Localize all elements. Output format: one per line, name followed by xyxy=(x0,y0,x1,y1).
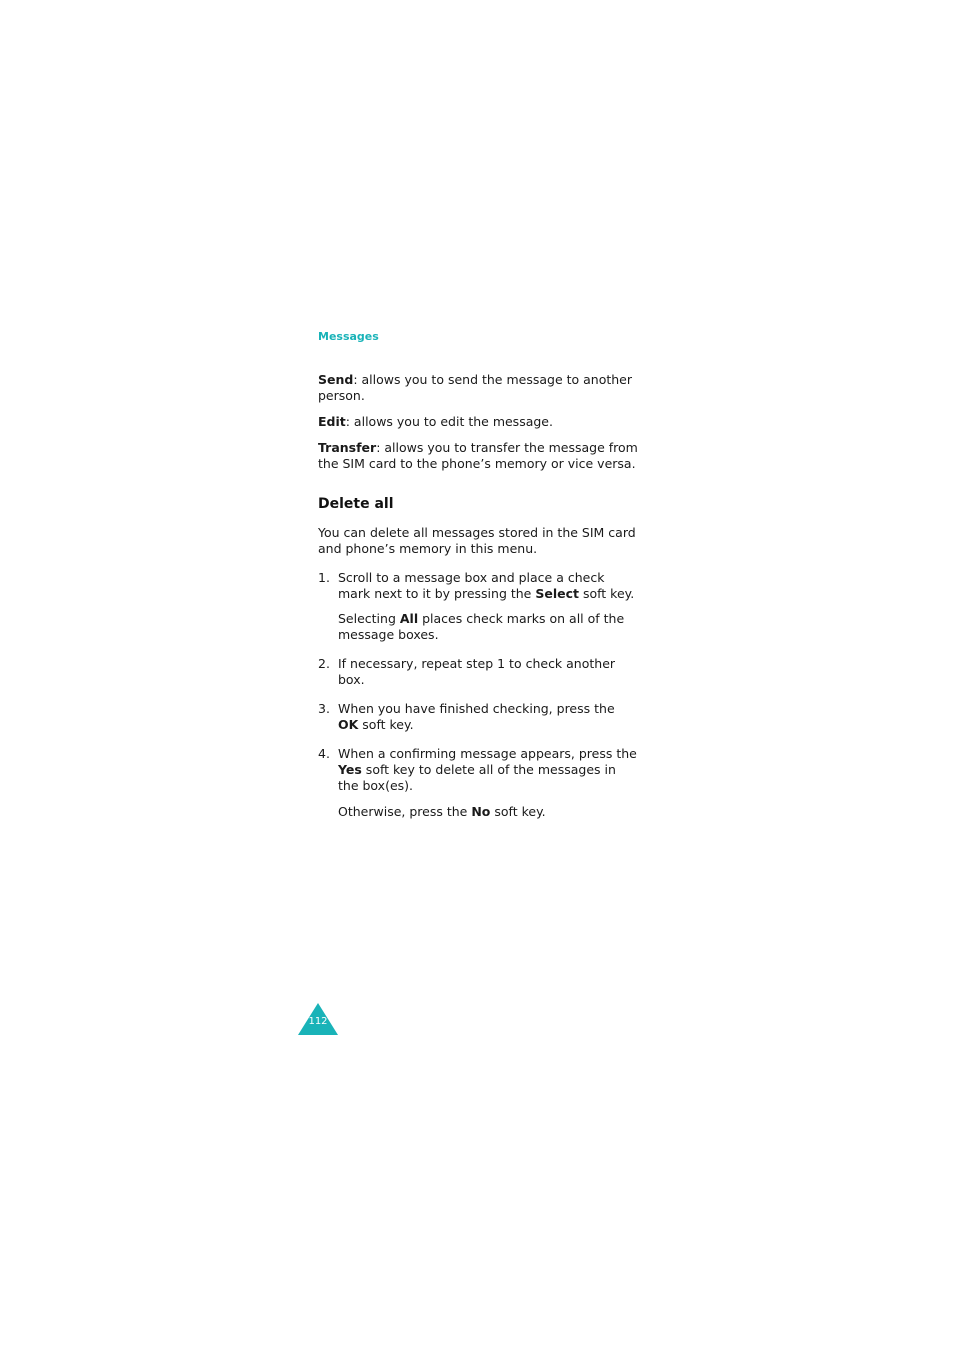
step-number: 1. xyxy=(318,570,330,585)
page-number: 112 xyxy=(308,1016,328,1027)
step-1 xyxy=(318,570,638,602)
step-4-note: Otherwise, press the No soft key. xyxy=(338,804,546,819)
step-2 xyxy=(318,656,638,688)
option-term: Edit xyxy=(318,414,346,429)
option-desc: : allows you to transfer the message from the SIM card to the phone’s memory or vice versa. xyxy=(318,440,638,471)
option-transfer xyxy=(318,440,638,472)
step-text: If necessary, repeat step 1 to check another box. xyxy=(338,656,616,687)
step-number: 3. xyxy=(318,701,330,716)
option-desc: : allows you to send the message to another person. xyxy=(318,372,633,403)
step-text: When a confirming message appears, press the Yes soft key to delete all of the messages in the box(es). xyxy=(338,746,637,793)
step-1-note: Selecting All places check marks on all of the message boxes. xyxy=(338,611,625,642)
step-text: Scroll to a message box and place a check mark next to it by pressing the Select soft key. xyxy=(338,570,635,601)
step-text: When you have finished checking, press the OK soft key. xyxy=(338,701,615,732)
option-edit xyxy=(318,414,638,430)
option-desc: : allows you to edit the message. xyxy=(345,414,553,429)
step-number: 2. xyxy=(318,656,330,671)
section-label: Messages xyxy=(318,330,379,343)
step-4 xyxy=(318,746,638,794)
option-term: Transfer xyxy=(318,440,377,455)
delete-all-intro: You can delete all messages stored in the SIM card and phone’s memory in this menu. xyxy=(318,525,636,556)
step-number: 4. xyxy=(318,746,330,761)
option-term: Send xyxy=(318,372,354,387)
delete-all-heading: Delete all xyxy=(318,496,394,512)
step-3 xyxy=(318,701,638,733)
option-send xyxy=(318,372,638,404)
